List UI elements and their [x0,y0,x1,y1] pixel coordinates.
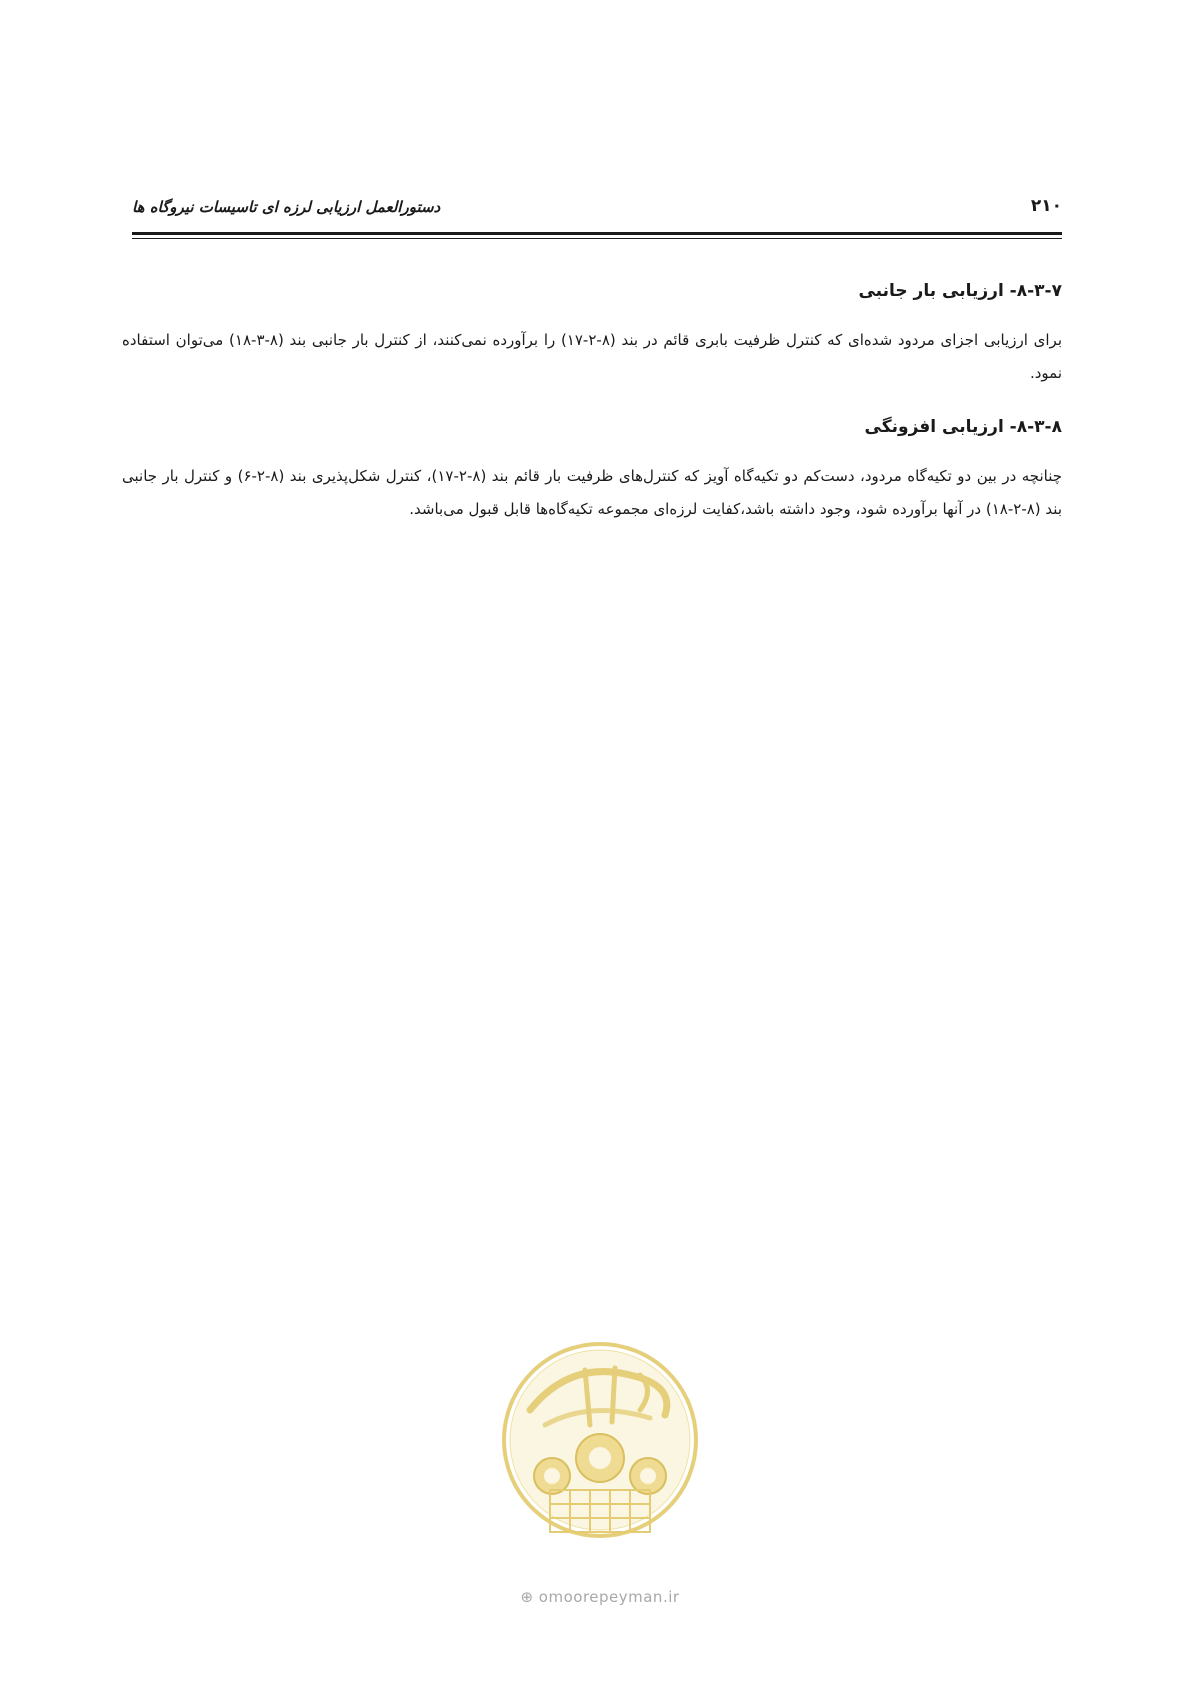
page-header [132,196,1062,226]
main-content [122,278,1062,550]
section-paragraph-lateral-load: برای ارزیابی اجزای مردود شده‌ای که کنترل ظرفیت بابری قائم در بند (۸-۲-۱۷) را برآورده نمی‌کنند، از کنترل بار جانبی بند (۸-۳-۱۸) می‌توان استفاده نمود. [122,331,1062,382]
globe-icon: ⊕ [520,1588,534,1606]
section-heading-lateral-load: ۸-۳-۷- ارزیابی بار جانبی [858,281,1062,301]
page-number: ۲۱۰ [1030,196,1062,216]
header-rule-thick [132,232,1062,235]
section-heading-redundancy: ۸-۳-۸- ارزیابی افزونگی [864,417,1062,437]
watermark-caption [470,1588,730,1606]
watermark-seal-icon [490,1330,710,1570]
running-title: دستورالعمل ارزیابی لرزه ای تاسیسات نیروگاه ها [132,198,441,216]
section-paragraph-redundancy: چنانچه در بین دو تکیه‌گاه مردود، دست‌کم دو تکیه‌گاه آویز که کنترل‌های ظرفیت بار قائم بند (۸-۲-۱۷)، کنترل شکل‌پذیری بند (۸-۲-۶) و کنترل بار جانبی بند (۸-۲-۱۸) در آنها برآورده شود، وجود داشته باشد،کفایت لرزه‌ای مجموعه تکیه‌گاه‌ها قابل قبول می‌باشد. [122,467,1062,518]
watermark-url: omoorepeyman.ir [538,1588,680,1606]
watermark-logo [490,1330,710,1570]
header-rule-thin [132,238,1062,239]
